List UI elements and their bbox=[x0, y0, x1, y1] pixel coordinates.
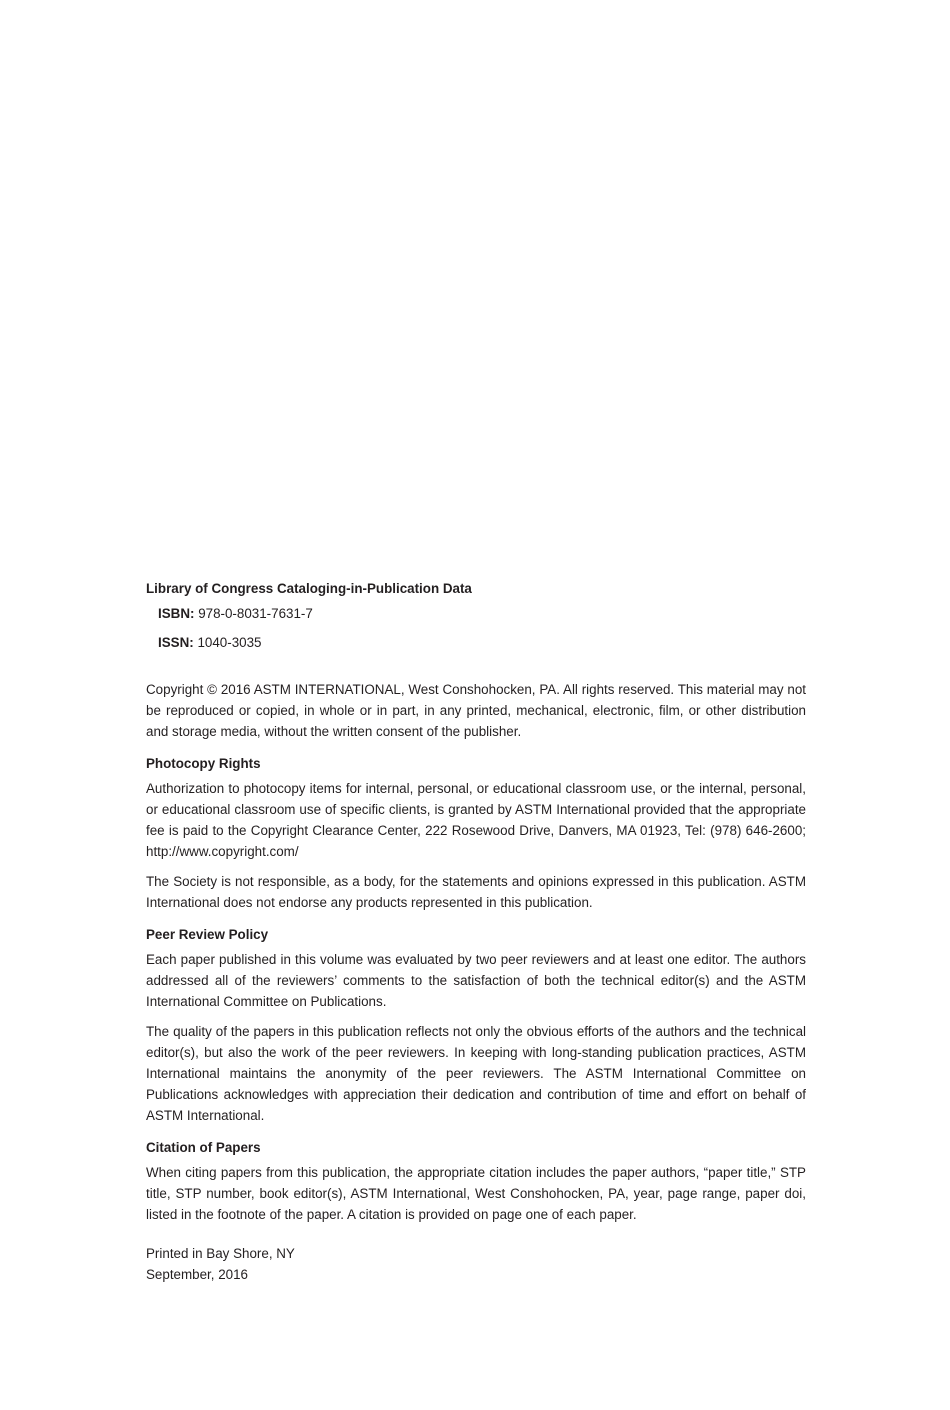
issn-label: ISSN: bbox=[158, 635, 194, 650]
isbn-value: 978-0-8031-7631-7 bbox=[198, 606, 313, 621]
responsibility-disclaimer: The Society is not responsible, as a body, for the statements and opinions expressed in this publication. ASTM International does not endorse any products represented in this publication. bbox=[146, 874, 806, 910]
peer-review-heading: Peer Review Policy bbox=[146, 927, 269, 942]
peer-review-paragraph-2: The quality of the papers in this publication reflects not only the obvious efforts of the authors and the technical editor(s), but also the work of the peer reviewers. In keeping with long-standing publication practices, ASTM International maintains the anonymity of the peer reviewers. The ASTM International Committee on Publications acknowledges with appreciation their dedication and contribution of time and effort on behalf of ASTM International. bbox=[146, 1024, 806, 1123]
citation-heading: Citation of Papers bbox=[146, 1140, 261, 1155]
photocopy-rights-heading: Photocopy Rights bbox=[146, 756, 261, 771]
copyright-page-content bbox=[146, 578, 806, 1285]
citation-paragraph: When citing papers from this publication, the appropriate citation includes the paper authors, “paper title,” STP title, STP number, book editor(s), ASTM International, West Conshohocken, PA, year, page range, paper doi, listed in the footnote of the paper. A citation is provided on page one of each paper. bbox=[146, 1165, 806, 1222]
issn-value: 1040-3035 bbox=[197, 635, 262, 650]
isbn-label: ISBN: bbox=[158, 606, 195, 621]
peer-review-paragraph-1: Each paper published in this volume was evaluated by two peer reviewers and at least one editor. The authors addressed all of the reviewers’ comments to the satisfaction of both the technical editor(s) and the ASTM International Committee on Publications. bbox=[146, 952, 806, 1009]
cataloging-heading: Library of Congress Cataloging-in-Publication Data bbox=[146, 581, 472, 596]
printed-location: Printed in Bay Shore, NY bbox=[146, 1246, 295, 1261]
isbn-line bbox=[158, 603, 806, 624]
photocopy-rights-paragraph: Authorization to photocopy items for internal, personal, or educational classroom use, or the internal, personal, or educational classroom use of specific clients, is granted by ASTM International provided that the appropriate fee is paid to the Copyright Clearance Center, 222 Rosewood Drive, Danvers, MA 01923, Tel: (978) 646-2600; http://www.copyright.com/ bbox=[146, 781, 806, 859]
issn-line bbox=[158, 632, 806, 653]
copyright-notice: Copyright © 2016 ASTM INTERNATIONAL, West Conshohocken, PA. All rights reserved. This material may not be reproduced or copied, in whole or in part, in any printed, mechanical, electronic, film, or other distribution and storage media, without the written consent of the publisher. bbox=[146, 682, 806, 739]
printed-date: September, 2016 bbox=[146, 1267, 248, 1282]
